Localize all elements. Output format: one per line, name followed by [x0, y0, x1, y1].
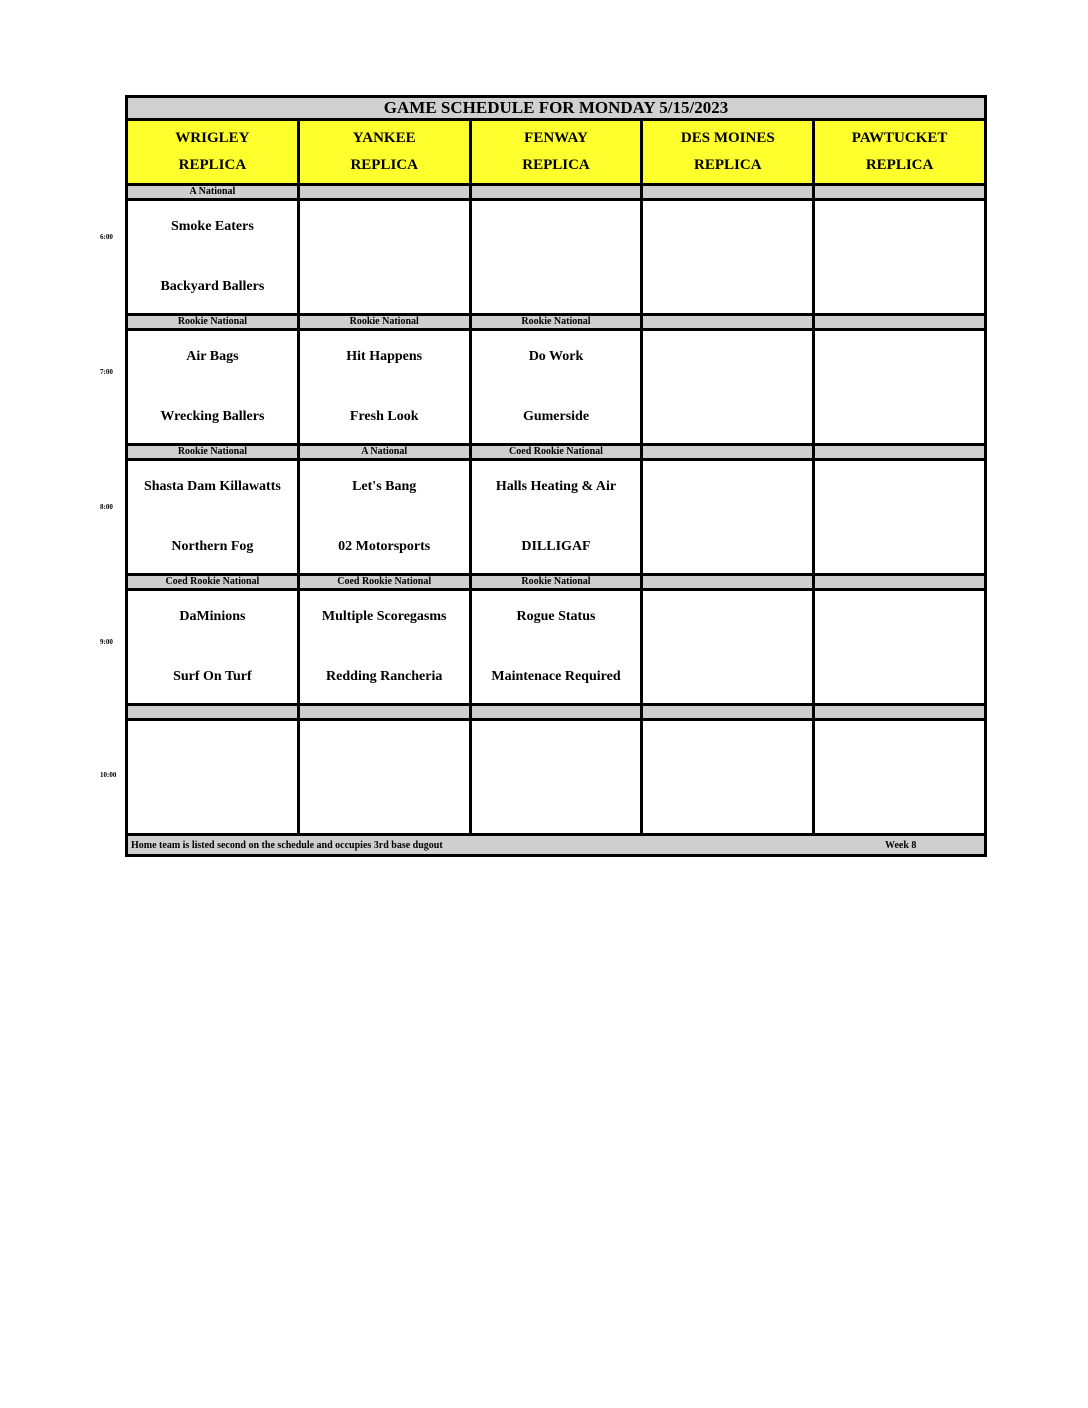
- schedule-title: GAME SCHEDULE FOR MONDAY 5/15/2023: [127, 97, 986, 120]
- division-label: [814, 705, 986, 720]
- venue-header: [470, 120, 642, 185]
- division-label: [642, 705, 814, 720]
- division-label: [642, 575, 814, 590]
- home-team: Fresh Look: [349, 409, 419, 424]
- division-row: [127, 445, 986, 460]
- division-label: Rookie National: [470, 315, 642, 330]
- game-cell: [470, 200, 642, 315]
- venue-row: [127, 120, 986, 185]
- away-team: Multiple Scoregasms: [321, 609, 447, 624]
- venue-sub: REPLICA: [694, 157, 762, 173]
- division-label: [470, 705, 642, 720]
- home-team: Northern Fog: [171, 539, 254, 554]
- venue-header: [814, 120, 986, 185]
- home-team: Redding Rancheria: [326, 669, 443, 684]
- venue-header: [298, 120, 470, 185]
- game-cell: [298, 200, 470, 315]
- venue-name: DES MOINES: [680, 130, 775, 146]
- division-label: Rookie National: [298, 315, 470, 330]
- venue-name: PAWTUCKET: [851, 130, 948, 146]
- game-cell: [814, 200, 986, 315]
- division-label: [298, 185, 470, 200]
- game-cell: [298, 330, 470, 445]
- game-row: [127, 590, 986, 705]
- time-label: 10:00: [100, 771, 117, 779]
- venue-sub: REPLICA: [522, 157, 590, 173]
- game-cell: [127, 200, 299, 315]
- time-label: 7:00: [100, 368, 113, 376]
- division-label: [298, 705, 470, 720]
- game-cell: [814, 330, 986, 445]
- footer-note: Home team is listed second on the schedule and occupies 3rd base dugout: [131, 840, 443, 851]
- venue-name: YANKEE: [352, 130, 416, 146]
- division-label: [642, 185, 814, 200]
- home-team: Surf On Turf: [173, 669, 252, 684]
- away-team: Hit Happens: [346, 349, 423, 364]
- division-label: [127, 705, 299, 720]
- venue-name: FENWAY: [524, 130, 588, 146]
- division-label: A National: [298, 445, 470, 460]
- division-label: [642, 445, 814, 460]
- game-cell: [127, 720, 299, 835]
- division-label: [814, 315, 986, 330]
- home-team: Maintenace Required: [491, 669, 621, 684]
- venue-header: [127, 120, 299, 185]
- division-label: [814, 575, 986, 590]
- game-cell: [127, 330, 299, 445]
- division-label: [642, 315, 814, 330]
- division-label: [814, 185, 986, 200]
- week-label: Week 8: [885, 840, 917, 851]
- division-label: A National: [127, 185, 299, 200]
- division-label: Coed Rookie National: [470, 445, 642, 460]
- division-label: [814, 445, 986, 460]
- away-team: Smoke Eaters: [170, 219, 254, 234]
- game-cell: [642, 720, 814, 835]
- away-team: Rogue Status: [516, 609, 596, 624]
- game-row: [127, 720, 986, 835]
- venue-header: [642, 120, 814, 185]
- venue-sub: REPLICA: [350, 157, 418, 173]
- game-cell: [814, 460, 986, 575]
- game-cell: [814, 720, 986, 835]
- footer-row: [127, 835, 986, 856]
- game-cell: [642, 330, 814, 445]
- game-cell: [814, 590, 986, 705]
- division-row: [127, 575, 986, 590]
- game-cell: [470, 460, 642, 575]
- game-cell: [642, 200, 814, 315]
- home-team: Backyard Ballers: [160, 279, 265, 294]
- home-team: DILLIGAF: [521, 539, 591, 554]
- game-cell: [470, 590, 642, 705]
- game-row: [127, 200, 986, 315]
- venue-sub: REPLICA: [865, 157, 934, 173]
- game-cell: [127, 460, 299, 575]
- division-label: Rookie National: [127, 445, 299, 460]
- title-row: [127, 97, 986, 120]
- division-label: Coed Rookie National: [127, 575, 299, 590]
- footer-cell: [127, 835, 986, 856]
- away-team: Do Work: [528, 349, 584, 364]
- home-team: Gumerside: [522, 409, 590, 424]
- venue-name: WRIGLEY: [175, 130, 250, 146]
- game-cell: [298, 720, 470, 835]
- home-team: Wrecking Ballers: [160, 409, 265, 424]
- schedule-table: [125, 95, 987, 857]
- division-row: [127, 185, 986, 200]
- away-team: Halls Heating & Air: [495, 479, 617, 494]
- time-label: 8:00: [100, 503, 113, 511]
- home-team: 02 Motorsports: [338, 539, 431, 554]
- game-row: [127, 330, 986, 445]
- division-label: Rookie National: [127, 315, 299, 330]
- away-team: DaMinions: [179, 609, 246, 624]
- division-label: [470, 185, 642, 200]
- away-team: Air Bags: [186, 349, 239, 364]
- game-cell: [642, 590, 814, 705]
- venue-sub: REPLICA: [178, 157, 247, 173]
- division-label: Rookie National: [470, 575, 642, 590]
- game-row: [127, 460, 986, 575]
- game-cell: [470, 330, 642, 445]
- time-label: 6:00: [100, 233, 113, 241]
- game-cell: [298, 590, 470, 705]
- division-row: [127, 705, 986, 720]
- division-row: [127, 315, 986, 330]
- game-cell: [298, 460, 470, 575]
- game-cell: [642, 460, 814, 575]
- time-label: 9:00: [100, 638, 113, 646]
- game-cell: [127, 590, 299, 705]
- division-label: Coed Rookie National: [298, 575, 470, 590]
- away-team: Let's Bang: [352, 479, 417, 494]
- away-team: Shasta Dam Killawatts: [143, 479, 281, 494]
- game-cell: [470, 720, 642, 835]
